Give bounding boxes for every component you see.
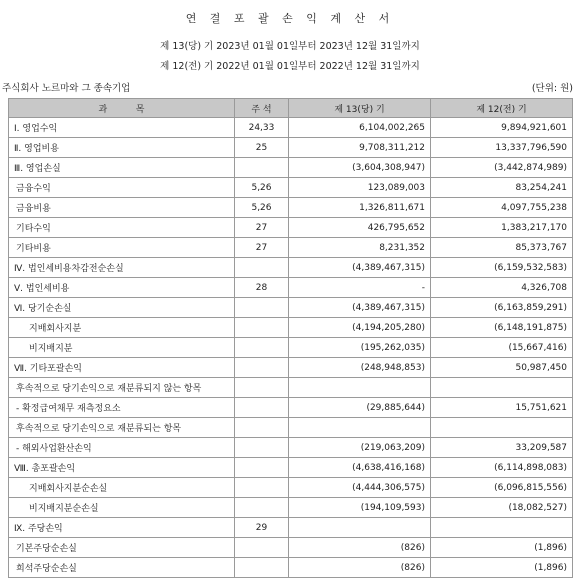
company-name: 주식회사 노르마와 그 종속기업 — [2, 83, 131, 94]
account-cell: 지배회사지분순손실 — [9, 478, 235, 498]
account-cell: 금융비용 — [9, 198, 235, 218]
account-cell: Ⅶ. 기타포괄손익 — [9, 358, 235, 378]
current-amount-cell: (29,885,644) — [289, 398, 431, 418]
current-amount-cell: (195,262,035) — [289, 338, 431, 358]
current-amount-cell: (3,604,308,947) — [289, 158, 431, 178]
note-column-header: 주 석 — [235, 99, 289, 118]
prior-amount-cell: (6,159,532,583) — [431, 258, 573, 278]
table-row — [9, 158, 573, 178]
account-cell: Ⅴ. 법인세비용 — [9, 278, 235, 298]
current-amount-cell: 8,231,352 — [289, 238, 431, 258]
account-cell: Ⅸ. 주당손익 — [9, 518, 235, 538]
note-cell: 25 — [235, 138, 289, 158]
income-statement-table — [8, 98, 573, 578]
prior-amount-cell: 4,097,755,238 — [431, 198, 573, 218]
prior-amount-cell: 85,373,767 — [431, 238, 573, 258]
table-row — [9, 418, 573, 438]
note-cell — [235, 558, 289, 578]
note-cell — [235, 398, 289, 418]
table-row — [9, 198, 573, 218]
account-cell: Ⅰ. 영업수익 — [9, 118, 235, 138]
current-period-line: 제 13(당) 기 2023년 01월 01일부터 2023년 12월 31일까지 — [160, 41, 420, 52]
account-cell: 비지배지분순손실 — [9, 498, 235, 518]
note-cell: 29 — [235, 518, 289, 538]
account-cell: 희석주당순손실 — [9, 558, 235, 578]
table-row — [9, 278, 573, 298]
prior-amount-cell: (6,163,859,291) — [431, 298, 573, 318]
prior-amount-cell: 83,254,241 — [431, 178, 573, 198]
current-amount-cell — [289, 418, 431, 438]
prior-amount-cell: 9,894,921,601 — [431, 118, 573, 138]
prior-amount-cell: 13,337,796,590 — [431, 138, 573, 158]
current-period-column-header: 제 13(당) 기 — [289, 99, 431, 118]
prior-amount-cell: 50,987,450 — [431, 358, 573, 378]
prior-amount-cell: (6,148,191,875) — [431, 318, 573, 338]
account-cell: Ⅳ. 법인세비용차감전순손실 — [9, 258, 235, 278]
current-amount-cell: - — [289, 278, 431, 298]
current-amount-cell: (4,638,416,168) — [289, 458, 431, 478]
account-cell: 지배회사지분 — [9, 318, 235, 338]
account-column-header: 과 목 — [9, 99, 235, 118]
note-cell: 5,26 — [235, 178, 289, 198]
current-amount-cell: (826) — [289, 538, 431, 558]
account-cell: Ⅷ. 총포괄손익 — [9, 458, 235, 478]
table-row — [9, 178, 573, 198]
prior-period-line: 제 12(전) 기 2022년 01월 01일부터 2022년 12월 31일까지 — [160, 61, 420, 72]
prior-amount-cell: (15,667,416) — [431, 338, 573, 358]
prior-amount-cell: 4,326,708 — [431, 278, 573, 298]
current-amount-cell — [289, 378, 431, 398]
current-amount-cell — [289, 518, 431, 538]
note-cell — [235, 438, 289, 458]
prior-amount-cell: (1,896) — [431, 538, 573, 558]
prior-amount-cell: (6,096,815,556) — [431, 478, 573, 498]
table-row — [9, 238, 573, 258]
account-cell: Ⅱ. 영업비용 — [9, 138, 235, 158]
table-row — [9, 118, 573, 138]
account-cell: - 확정급여채무 재측정요소 — [9, 398, 235, 418]
account-cell: 비지배지분 — [9, 338, 235, 358]
current-amount-cell: 426,795,652 — [289, 218, 431, 238]
note-cell — [235, 318, 289, 338]
note-cell — [235, 298, 289, 318]
note-cell — [235, 418, 289, 438]
table-row — [9, 518, 573, 538]
account-cell: Ⅲ. 영업손실 — [9, 158, 235, 178]
table-row — [9, 538, 573, 558]
table-header-row — [9, 99, 573, 118]
table-body — [9, 118, 573, 578]
note-cell — [235, 258, 289, 278]
prior-period-column-header: 제 12(전) 기 — [431, 99, 573, 118]
note-cell — [235, 458, 289, 478]
table-row — [9, 438, 573, 458]
note-cell — [235, 478, 289, 498]
prior-amount-cell — [431, 418, 573, 438]
account-cell: 후속적으로 당기손익으로 재분류되지 않는 항목 — [9, 378, 235, 398]
prior-amount-cell: (18,082,527) — [431, 498, 573, 518]
prior-amount-cell: (3,442,874,989) — [431, 158, 573, 178]
table-row — [9, 378, 573, 398]
current-amount-cell: (194,109,593) — [289, 498, 431, 518]
current-amount-cell: (4,389,467,315) — [289, 298, 431, 318]
current-amount-cell: 123,089,003 — [289, 178, 431, 198]
current-amount-cell: 1,326,811,671 — [289, 198, 431, 218]
account-cell: 기본주당순손실 — [9, 538, 235, 558]
prior-amount-cell: (1,896) — [431, 558, 573, 578]
account-cell: 금융수익 — [9, 178, 235, 198]
account-cell: 기타비용 — [9, 238, 235, 258]
current-amount-cell: 6,104,002,265 — [289, 118, 431, 138]
table-row — [9, 338, 573, 358]
note-cell — [235, 498, 289, 518]
account-cell: - 해외사업환산손익 — [9, 438, 235, 458]
prior-amount-cell: 1,383,217,170 — [431, 218, 573, 238]
note-cell: 27 — [235, 238, 289, 258]
note-cell: 28 — [235, 278, 289, 298]
table-row — [9, 498, 573, 518]
table-row — [9, 458, 573, 478]
table-row — [9, 478, 573, 498]
account-cell: 기타수익 — [9, 218, 235, 238]
prior-amount-cell: 33,209,587 — [431, 438, 573, 458]
unit-label: (단위: 원) — [531, 83, 573, 94]
note-cell: 24,33 — [235, 118, 289, 138]
note-cell — [235, 338, 289, 358]
current-amount-cell: (4,194,205,280) — [289, 318, 431, 338]
account-cell: Ⅵ. 당기순손실 — [9, 298, 235, 318]
account-cell: 후속적으로 당기손익으로 재분류되는 항목 — [9, 418, 235, 438]
note-cell: 27 — [235, 218, 289, 238]
current-amount-cell: (248,948,853) — [289, 358, 431, 378]
table-row — [9, 138, 573, 158]
current-amount-cell: (826) — [289, 558, 431, 578]
statement-title: 연 결 포 괄 손 익 계 산 서 — [185, 12, 395, 25]
table-row — [9, 398, 573, 418]
note-cell — [235, 358, 289, 378]
note-cell: 5,26 — [235, 198, 289, 218]
prior-amount-cell: (6,114,898,083) — [431, 458, 573, 478]
table-row — [9, 358, 573, 378]
table-row — [9, 218, 573, 238]
prior-amount-cell: 15,751,621 — [431, 398, 573, 418]
table-row — [9, 318, 573, 338]
note-cell — [235, 378, 289, 398]
prior-amount-cell — [431, 378, 573, 398]
current-amount-cell: 9,708,311,212 — [289, 138, 431, 158]
current-amount-cell: (4,389,467,315) — [289, 258, 431, 278]
current-amount-cell: (219,063,209) — [289, 438, 431, 458]
note-cell — [235, 538, 289, 558]
table-row — [9, 558, 573, 578]
note-cell — [235, 158, 289, 178]
current-amount-cell: (4,444,306,575) — [289, 478, 431, 498]
table-row — [9, 298, 573, 318]
prior-amount-cell — [431, 518, 573, 538]
table-row — [9, 258, 573, 278]
